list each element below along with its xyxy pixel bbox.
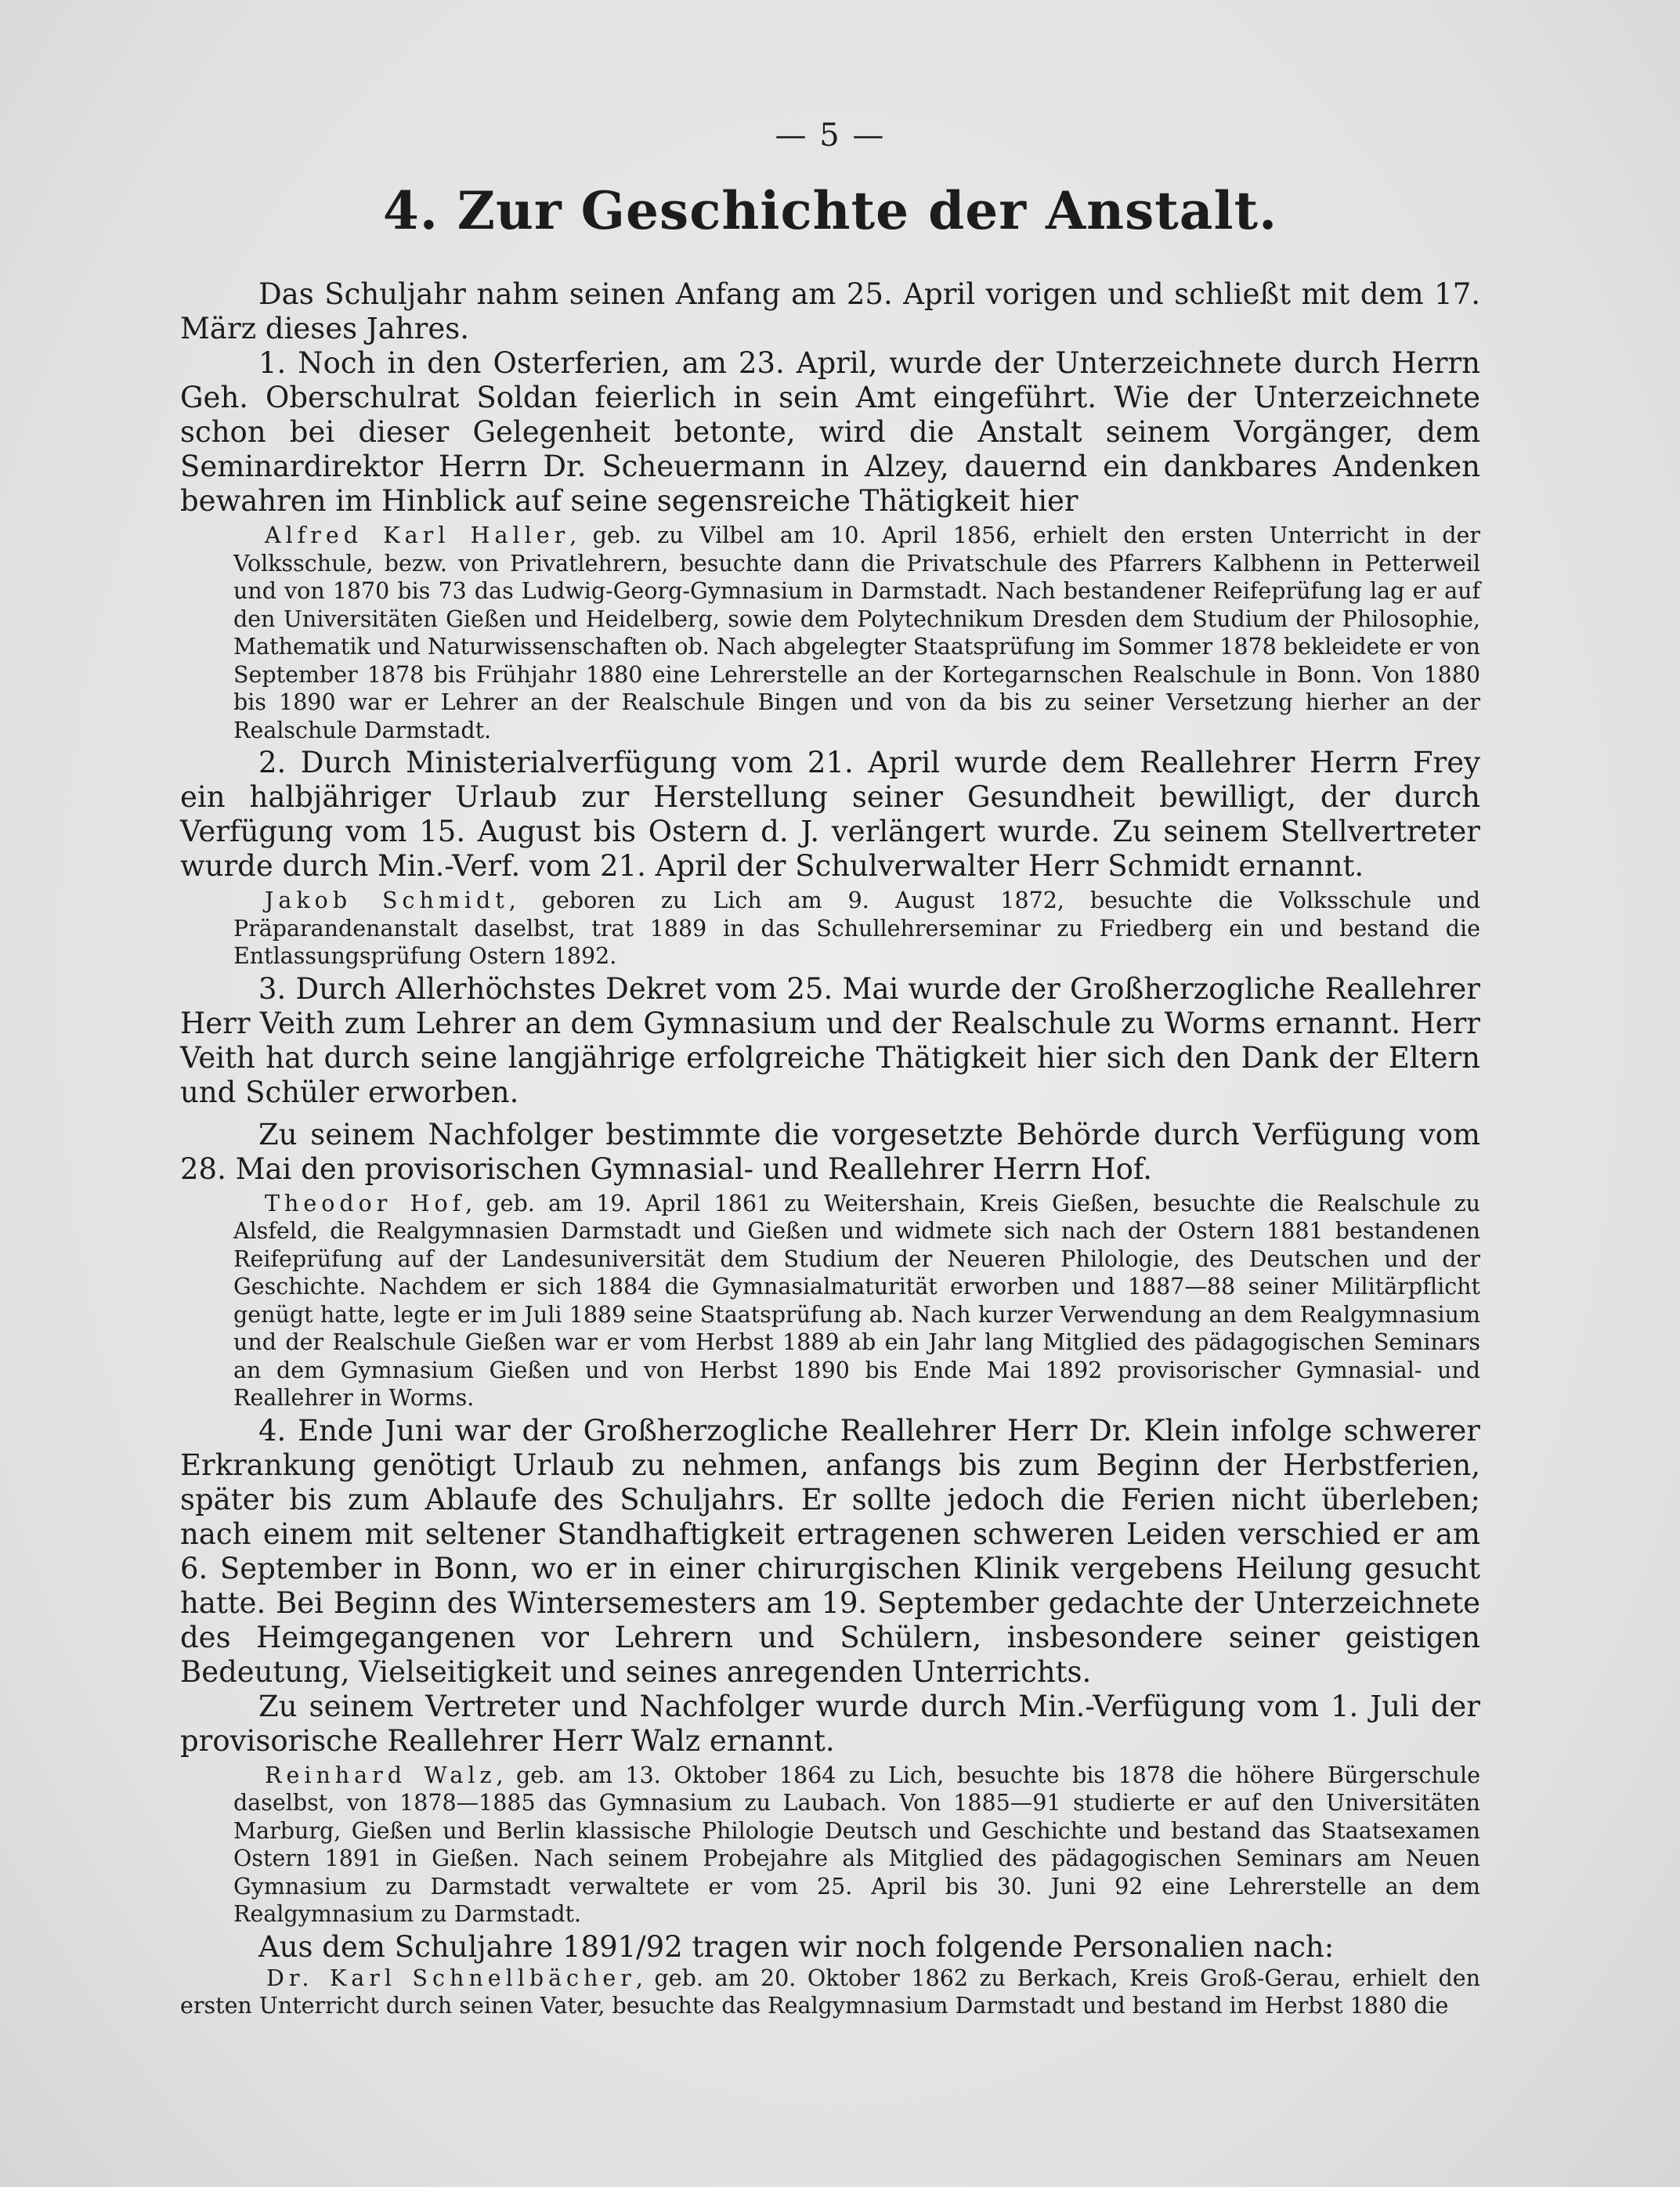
section-heading: 4. Zur Geschichte der Anstalt.	[382, 180, 1278, 241]
paragraph-1: 1. Noch in den Osterferien, am 23. April, wurde der Unterzeichnete durch Herrn Geh. Oberschulrat Soldan feierlich in sein Amt eingeführt. Wie der Unterzeichnete schon bei dieser Gelegenheit betonte, wird die Anstalt seinem Vorgänger, dem Seminardirektor Herrn Dr. Scheuermann in Alzey, dauernd ein dankbares Andenken bewahren im Hinblick auf seine segensreiche Thätigkeit hier	[180, 346, 1480, 518]
bio-name-walz: Reinhard Walz	[265, 1762, 497, 1788]
bio-name-hof: Theodor Hof	[265, 1190, 466, 1216]
bio-name-schnellbaecher: Dr. Karl Schnellbächer	[266, 1965, 636, 1991]
paragraph-4-successor: Zu seinem Vertreter und Nachfolger wurde durch Min.-Verfügung vom 1. Juli der provisorische Reallehrer Herr Walz ernannt.	[180, 1689, 1480, 1758]
bio-text-haller: , geb. zu Vilbel am 10. April 1856, erhielt den ersten Unterricht in der Volksschule, bezw. von Privatlehrern, besuchte dann die Privatschule des Pfarrers Kalbhenn in Petterweil und von 1870 bis 73 das Ludwig-Georg-Gymnasium in Darmstadt. Nach bestandener Reifeprüfung lag er auf den Universitäten Gießen und Heidelberg, sowie dem Polytechnikum Dresden dem Studium der Philosophie, Mathematik und Naturwissenschaften ob. Nach abgelegter Staatsprüfung im Sommer 1878 bekleidete er von September 1878 bis Frühjahr 1880 eine Lehrerstelle an der Kortegarnschen Realschule in Bonn. Von 1880 bis 1890 war er Lehrer an der Realschule Bingen und von da bis zu seiner Versetzung hierher an der Realschule Darmstadt.	[233, 522, 1480, 743]
intro-paragraph: Das Schuljahr nahm seinen Anfang am 25. April vorigen und schließt mit dem 17. März dieses Jahres.	[180, 277, 1480, 345]
bio-text-hof: , geb. am 19. April 1861 zu Weitershain, Kreis Gießen, besuchte die Realschule zu Alsfeld, die Realgymnasien Darmstadt und Gießen und widmete sich nach der Ostern 1881 bestandenen Reifeprüfung auf der Landesuniversität dem Studium der Neueren Philologie, des Deutschen und der Geschichte. Nachdem er sich 1884 die Gymnasialmaturität erworben und 1887—88 seiner Militärpflicht genügt hatte, legte er im Juli 1889 seine Staatsprüfung ab. Nach kurzer Verwendung an dem Realgymnasium und der Realschule Gießen war er vom Herbst 1889 ab ein Jahr lang Mitglied des pädagogischen Seminars an dem Gymnasium Gießen und von Herbst 1890 bis Ende Mai 1892 provisorischer Gymnasial- und Reallehrer in Worms.	[233, 1190, 1480, 1411]
bio-schnellbaecher	[180, 1965, 1480, 2020]
bio-haller	[233, 522, 1480, 744]
bio-hof	[233, 1190, 1480, 1412]
bio-text-schnellbaecher: , geb. am 20. Oktober 1862 zu Berkach, Kreis Groß-Gerau, erhielt den ersten Unterricht durch seinen Vater, besuchte das Realgymnasium Darmstadt und bestand im Herbst 1880 die	[180, 1965, 1480, 2019]
paragraph-3: 3. Durch Allerhöchstes Dekret vom 25. Mai wurde der Großherzogliche Reallehrer Herr Veith zum Lehrer an dem Gymnasium und der Realschule zu Worms ernannt. Herr Veith hat durch seine langjährige erfolgreiche Thätigkeit hier sich den Dank der Eltern und Schüler erworben.	[180, 971, 1480, 1109]
bio-name-haller: Alfred Karl Haller	[265, 522, 570, 548]
bio-walz	[233, 1762, 1480, 1929]
bio-text-schmidt: , geboren zu Lich am 9. August 1872, besuchte die Volksschule und Präparandenanstalt daselbst, trat 1889 in das Schullehrerseminar zu Friedberg ein und bestand die Entlassungsprüfung Ostern 1892.	[233, 887, 1481, 969]
bio-schmidt	[233, 887, 1480, 971]
paragraph-4: 4. Ende Juni war der Großherzogliche Reallehrer Herr Dr. Klein infolge schwerer Erkrankung genötigt Urlaub zu nehmen, anfangs bis zum Beginn der Herbstferien, später bis zum Ablaufe des Schuljahrs. Er sollte jedoch die Ferien nicht überleben; nach einem mit seltener Standhaftigkeit ertragenen schweren Leiden verschied er am 6. September in Bonn, wo er in einer chirurgischen Klinik vergebens Heilung gesucht hatte. Bei Beginn des Wintersemesters am 19. September gedachte der Unterzeichnete des Heimgegangenen vor Lehrern und Schülern, insbesondere seiner geistigen Bedeutung, Vielseitigkeit und seines anregenden Unterrichts.	[180, 1413, 1480, 1689]
paragraph-3-successor: Zu seinem Nachfolger bestimmte die vorgesetzte Behörde durch Verfügung vom 28. Mai den provisorischen Gymnasial- und Reallehrer Herrn Hof.	[180, 1117, 1480, 1186]
page-content	[180, 117, 1480, 2022]
page-number: — 5 —	[775, 117, 886, 154]
bio-text-walz: , geb. am 13. Oktober 1864 zu Lich, besuchte bis 1878 die höhere Bürgerschule daselbst, von 1878—1885 das Gymnasium zu Laubach. Von 1885—91 studierte er auf den Universitäten Marburg, Gießen und Berlin klassische Philologie Deutsch und Geschichte und bestand das Staatsexamen Ostern 1891 in Gießen. Nach seinem Probejahre als Mitglied des pädagogischen Seminars am Neuen Gymnasium zu Darmstadt verwaltete er vom 25. April bis 30. Juni 92 eine Lehrerstelle an dem Realgymnasium zu Darmstadt.	[233, 1762, 1480, 1927]
closing-paragraph: Aus dem Schuljahre 1891/92 tragen wir noch folgende Personalien nach:	[258, 1929, 1335, 1964]
bio-name-schmidt: Jakob Schmidt	[265, 887, 509, 913]
paragraph-2: 2. Durch Ministerialverfügung vom 21. April wurde dem Reallehrer Herrn Frey ein halbjähriger Urlaub zur Herstellung seiner Gesundheit bewilligt, der durch Verfügung vom 15. August bis Ostern d. J. verlängert wurde. Zu seinem Stellvertreter wurde durch Min.-Verf. vom 21. April der Schulverwalter Herr Schmidt ernannt.	[180, 746, 1480, 883]
